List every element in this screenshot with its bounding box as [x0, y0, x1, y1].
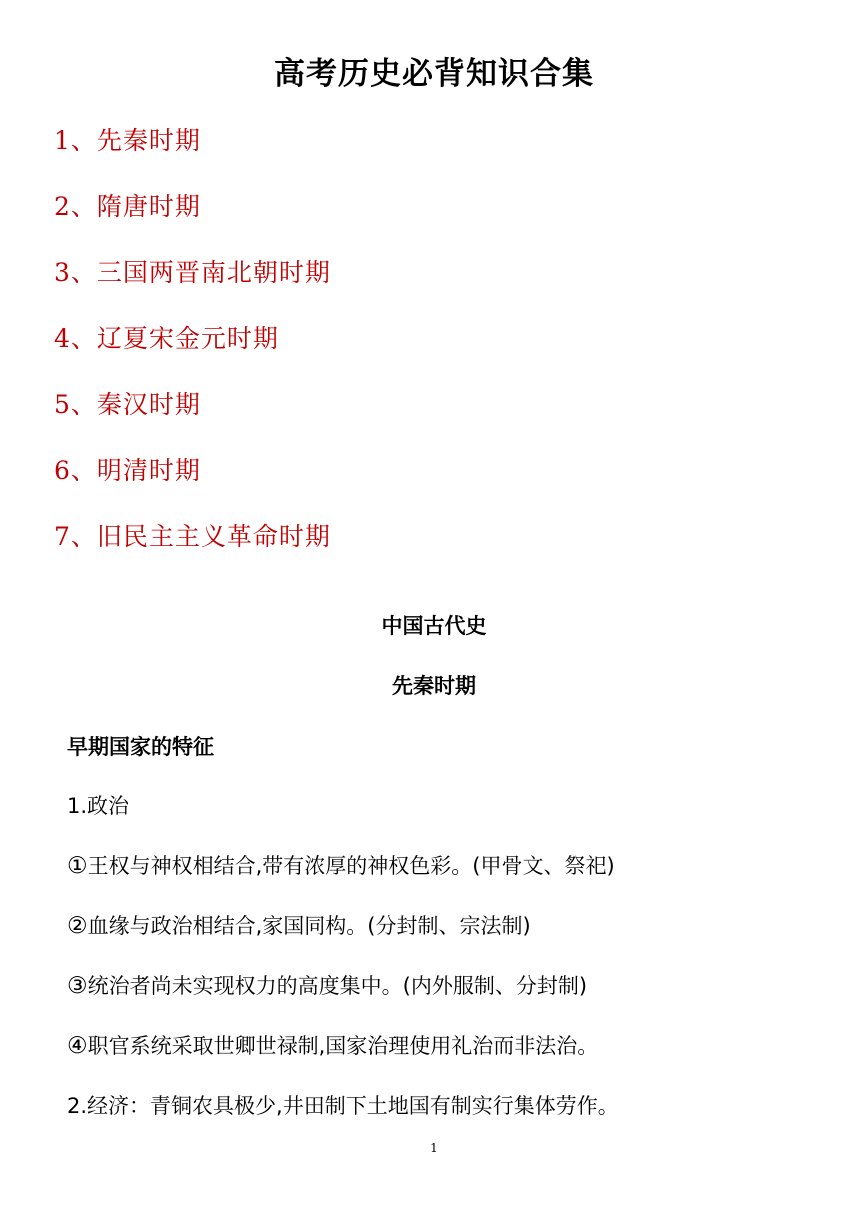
toc-item-liao-xia-song-jin-yuan[interactable]: 4、辽夏宋金元时期: [54, 324, 279, 353]
item-marker: ②: [67, 913, 88, 939]
page-number: 1: [430, 1141, 438, 1155]
item-text: 统治者尚未实现权力的高度集中。(内外服制、分封制): [87, 974, 588, 998]
political-item: [67, 851, 615, 881]
toc-item-sui-tang[interactable]: 2、隋唐时期: [54, 192, 201, 221]
item-marker: ①: [67, 853, 88, 879]
political-item: [67, 911, 531, 941]
page-title: 高考历史必背知识合集: [274, 56, 594, 92]
item-text: 王权与神权相结合,带有浓厚的神权色彩。(甲骨文、祭祀): [87, 854, 615, 878]
toc-item-ming-qing[interactable]: 6、明清时期: [54, 456, 201, 485]
toc-item-three-kingdoms[interactable]: 3、三国两晋南北朝时期: [54, 258, 331, 287]
topic-heading: 早期国家的特征: [67, 735, 214, 759]
item-text: 职官系统采取世卿世禄制,国家治理使用礼治而非法治。: [87, 1034, 599, 1058]
subsection-title: 先秦时期: [392, 674, 476, 698]
political-item: [67, 971, 587, 1001]
point-2-economy: 2.经济：青铜农具极少,井田制下土地国有制实行集体劳作。: [67, 1094, 619, 1118]
toc-item-qin-han[interactable]: 5、秦汉时期: [54, 390, 201, 419]
political-item: [67, 1031, 598, 1061]
toc-item-old-democratic-revolution[interactable]: 7、旧民主主义革命时期: [54, 522, 331, 551]
toc-item-pre-qin[interactable]: 1、先秦时期: [54, 126, 201, 155]
section-title: 中国古代史: [381, 614, 487, 638]
item-marker: ④: [67, 1033, 88, 1059]
item-marker: ③: [67, 973, 88, 999]
point-1-label: 1.政治: [67, 794, 130, 818]
item-text: 血缘与政治相结合,家国同构。(分封制、宗法制): [87, 914, 531, 938]
